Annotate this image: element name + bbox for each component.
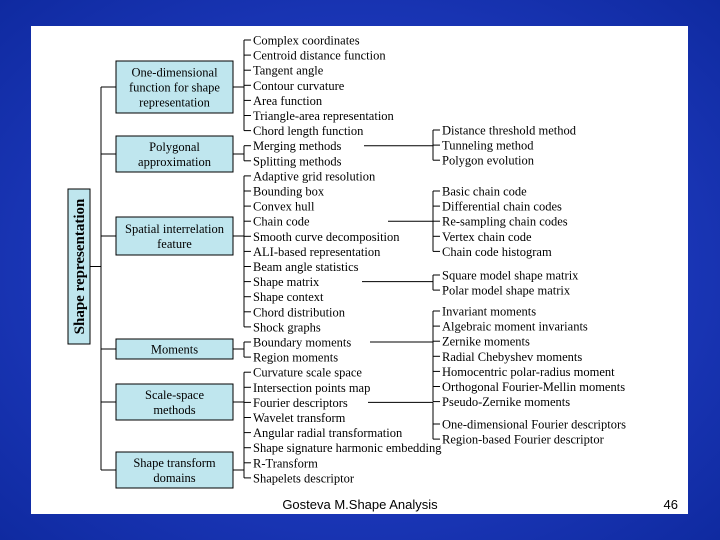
leaf-label: Tangent angle bbox=[253, 63, 324, 78]
sub-item-label: Region-based Fourier descriptor bbox=[442, 432, 604, 447]
leaf-label: Curvature scale space bbox=[253, 365, 362, 380]
leaf-label: Intersection points map bbox=[253, 380, 371, 395]
leaf-label: Shape signature harmonic embedding bbox=[253, 441, 442, 456]
category-label: Spatial interrelation bbox=[125, 222, 224, 236]
category-label: approximation bbox=[138, 155, 211, 169]
sub-item-label: Polygon evolution bbox=[442, 153, 535, 168]
leaf-label: Shape context bbox=[253, 290, 324, 305]
leaf-label: ALI-based representation bbox=[253, 244, 381, 259]
leaf-label: Smooth curve decomposition bbox=[253, 229, 400, 244]
leaf-label: Boundary moments bbox=[253, 335, 352, 350]
category-label: One-dimensional bbox=[131, 65, 218, 80]
category-label: Moments bbox=[150, 342, 199, 357]
category-label: function for shape bbox=[129, 80, 220, 95]
category-label: representation bbox=[139, 95, 210, 110]
sub-item-label: Re-sampling chain codes bbox=[442, 214, 568, 229]
sub-item-label: Radial Chebyshev moments bbox=[442, 349, 583, 364]
category-label: methods bbox=[153, 403, 196, 417]
leaf-label: Adaptive grid resolution bbox=[253, 169, 376, 184]
leaf-label: Shapelets descriptor bbox=[253, 471, 355, 486]
sub-item-label: Invariant moments bbox=[442, 304, 537, 319]
category-label: domains bbox=[153, 471, 196, 485]
leaf-label: Complex coordinates bbox=[253, 33, 360, 48]
leaf-label: Shock graphs bbox=[253, 320, 321, 335]
slide-canvas bbox=[31, 26, 688, 514]
leaf-label: Chord length function bbox=[253, 124, 364, 139]
leaf-label: Chain code bbox=[253, 214, 310, 229]
leaf-label: Angular radial transformation bbox=[253, 426, 403, 441]
sub-item-label: Polar model shape matrix bbox=[442, 283, 571, 298]
category-label: feature bbox=[157, 237, 192, 251]
leaf-label: Region moments bbox=[253, 350, 339, 365]
category-label: Scale-space bbox=[145, 388, 204, 402]
leaf-label: Shape matrix bbox=[253, 275, 320, 290]
sub-item-label: Pseudo-Zernike moments bbox=[442, 395, 571, 410]
sub-item-label: Basic chain code bbox=[442, 184, 527, 199]
sub-item-label: Chain code histogram bbox=[442, 244, 552, 259]
leaf-label: Contour curvature bbox=[253, 78, 345, 93]
leaf-label: R-Transform bbox=[253, 456, 318, 471]
leaf-label: Fourier descriptors bbox=[253, 395, 348, 410]
root-label: Shape representation bbox=[72, 198, 88, 335]
sub-item-label: Orthogonal Fourier-Mellin moments bbox=[442, 380, 626, 394]
leaf-label: Area function bbox=[253, 93, 323, 108]
category-label: Polygonal bbox=[149, 140, 200, 154]
leaf-label: Splitting methods bbox=[253, 154, 342, 169]
sub-item-label: Homocentric polar-radius moment bbox=[442, 364, 615, 379]
sub-item-label: Zernike moments bbox=[442, 334, 530, 349]
leaf-label: Merging methods bbox=[253, 139, 342, 154]
leaf-label: Triangle-area representation bbox=[253, 109, 394, 123]
leaf-label: Bounding box bbox=[253, 184, 325, 199]
leaf-label: Chord distribution bbox=[253, 305, 346, 320]
page-number: 46 bbox=[663, 497, 678, 512]
sub-item-label: Vertex chain code bbox=[442, 229, 532, 244]
sub-item-label: Square model shape matrix bbox=[442, 268, 579, 283]
shape-representation-diagram bbox=[31, 26, 688, 514]
sub-item-label: One-dimensional Fourier descriptors bbox=[442, 417, 626, 432]
leaf-label: Wavelet transform bbox=[253, 411, 346, 425]
category-label: Shape transform bbox=[133, 456, 216, 470]
sub-item-label: Tunneling method bbox=[442, 138, 534, 153]
footer-title: Gosteva M.Shape Analysis bbox=[282, 497, 438, 512]
leaf-label: Centroid distance function bbox=[253, 48, 386, 63]
sub-item-label: Differential chain codes bbox=[442, 199, 562, 214]
leaf-label: Beam angle statistics bbox=[253, 260, 359, 274]
sub-item-label: Algebraic moment invariants bbox=[442, 319, 588, 334]
leaf-label: Convex hull bbox=[253, 199, 315, 214]
sub-item-label: Distance threshold method bbox=[442, 123, 576, 138]
